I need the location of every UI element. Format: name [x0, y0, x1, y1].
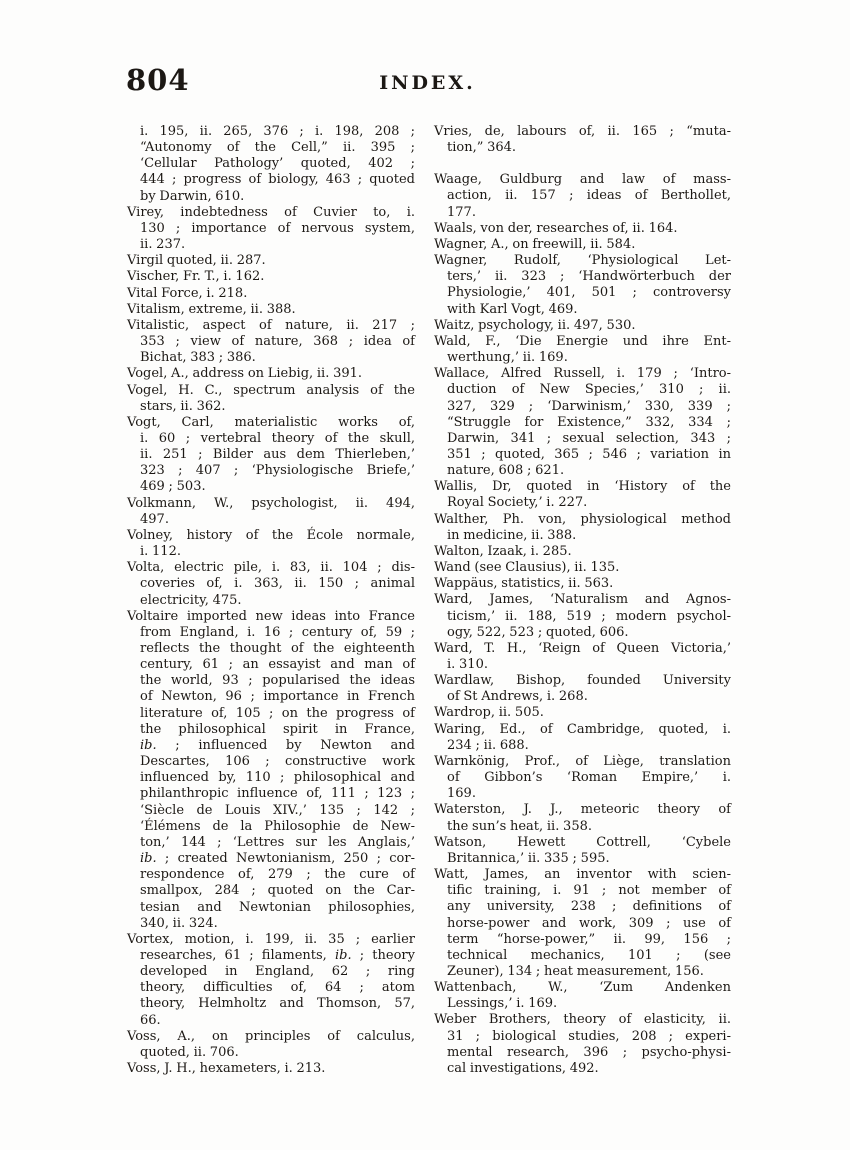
- index-line: tesian and Newtonian philosophies,: [140, 899, 415, 915]
- index-line: Ward, T. H., ‘Reign of Queen Victoria,’: [434, 640, 731, 656]
- index-line: Wattenbach, W., ‘Zum Andenken: [434, 980, 731, 996]
- index-line: stars, ii. 362.: [140, 398, 226, 414]
- index-line: 351 ; quoted, 365 ; 546 ; variation in: [447, 446, 731, 462]
- index-line: horse-power and work, 309 ; use of: [447, 915, 731, 931]
- index-line: tific training, i. 91 ; not member of: [447, 883, 731, 899]
- index-line: cal investigations, 492.: [447, 1060, 599, 1076]
- index-entry: [434, 124, 731, 156]
- index-entry: [434, 544, 731, 560]
- index-line: century, 61 ; an essayist and man of: [140, 657, 415, 673]
- index-line: Wallace, Alfred Russell, i. 179 ; ‘Intro-: [434, 366, 731, 382]
- index-line: theory, difficulties of, 64 ; atom: [140, 980, 415, 996]
- index-entry: [434, 512, 731, 544]
- index-entry: [434, 705, 731, 721]
- index-line: 444 ; progress of biology, 463 ; quoted: [140, 172, 415, 188]
- index-line: “Autonomy of the Cell,” ii. 395 ;: [140, 140, 415, 156]
- index-line: with Karl Vogt, 469.: [447, 301, 578, 317]
- index-line: Voss, A., on principles of calculus,: [127, 1028, 415, 1044]
- index-entry: [434, 592, 731, 640]
- index-entry: [127, 124, 415, 205]
- index-line: ib. ; created Newtonianism, 250 ; cor-: [140, 851, 415, 867]
- index-entry: [434, 1012, 731, 1077]
- index-line: any university, 238 ; definitions of: [447, 899, 731, 915]
- index-entry: [127, 318, 415, 366]
- index-line: in medicine, ii. 388.: [447, 527, 577, 543]
- index-line: Vortex, motion, i. 199, ii. 35 ; earlier: [127, 931, 415, 947]
- index-line: i. 112.: [140, 544, 181, 560]
- index-line: werthung,’ ii. 169.: [447, 350, 568, 366]
- index-entry: [434, 172, 731, 220]
- index-entry: [434, 835, 731, 867]
- index-line: 31 ; biological studies, 208 ; experi-: [447, 1028, 731, 1044]
- index-line: 130 ; importance of nervous system,: [140, 220, 415, 236]
- index-line: 469 ; 503.: [140, 479, 206, 495]
- index-entry: [434, 560, 731, 576]
- index-line: term “horse-power,” ii. 99, 156 ;: [447, 931, 731, 947]
- index-line: technical mechanics, 101 ; (see: [447, 947, 731, 963]
- index-line: 323 ; 407 ; ‘Physiologische Briefe,’: [140, 463, 415, 479]
- index-entry: [127, 383, 415, 415]
- index-entry: [434, 253, 731, 318]
- index-line: respondence of, 279 ; the cure of: [140, 867, 415, 883]
- index-entry: [434, 576, 731, 592]
- index-line: ii. 237.: [140, 237, 186, 253]
- index-line: 353 ; view of nature, 368 ; idea of: [140, 334, 415, 350]
- index-line: developed in England, 62 ; ring: [140, 964, 415, 980]
- index-line: Virey, indebtedness of Cuvier to, i.: [127, 204, 415, 220]
- index-entry: [434, 867, 731, 980]
- index-line: Voltaire imported new ideas into France: [127, 608, 415, 624]
- index-line: Waals, von der, researches of, ii. 164.: [434, 220, 678, 236]
- index-line: Walther, Ph. von, physiological method: [434, 511, 731, 527]
- index-line: 340, ii. 324.: [140, 915, 218, 931]
- index-line: Wardrop, ii. 505.: [434, 705, 544, 721]
- index-entry: [434, 722, 731, 754]
- index-line: Vries, de, labours of, ii. 165 ; “muta-: [434, 124, 731, 139]
- index-line: ton,’ 144 ; ‘Lettres sur les Anglais,’: [140, 834, 415, 850]
- index-line: i. 310.: [447, 657, 488, 672]
- index-line: ‘Élémens de la Philosophie de New-: [140, 818, 415, 834]
- index-line: researches, 61 ; filaments, ib. ; theory: [140, 947, 415, 963]
- index-line: i. 60 ; vertebral theory of the skull,: [140, 430, 415, 446]
- index-line: Vischer, Fr. T., i. 162.: [127, 269, 265, 285]
- index-entry: [434, 318, 731, 334]
- index-line: Waitz, psychology, ii. 497, 530.: [434, 317, 636, 333]
- index-line: ogy, 522, 523 ; quoted, 606.: [447, 624, 629, 640]
- index-line: Wappäus, statistics, ii. 563.: [434, 576, 614, 592]
- index-line: the world, 93 ; popularised the ideas: [140, 673, 415, 689]
- index-line: theory, Helmholtz and Thomson, 57,: [140, 996, 415, 1012]
- page-number: 804: [126, 63, 190, 97]
- index-line: tion,” 364.: [447, 140, 517, 156]
- index-line: Lessings,’ i. 169.: [447, 996, 558, 1012]
- index-line: Britannica,’ ii. 335 ; 595.: [447, 850, 610, 866]
- index-entry: [127, 286, 415, 302]
- index-entry: [434, 221, 731, 237]
- index-entry: [434, 673, 731, 705]
- index-line: Warnkönig, Prof., of Liège, translation: [434, 753, 731, 769]
- index-line: Volney, history of the École normale,: [127, 527, 415, 543]
- index-entry: [127, 205, 415, 253]
- index-line: nature, 608 ; 621.: [447, 463, 565, 479]
- index-line: Voss, J. H., hexameters, i. 213.: [127, 1061, 326, 1077]
- index-line: from England, i. 16 ; century of, 59 ;: [140, 624, 415, 640]
- index-entry: [434, 237, 731, 253]
- index-line: 497.: [140, 511, 169, 527]
- index-entry: [127, 302, 415, 318]
- index-entry: [127, 1061, 415, 1077]
- index-line: “Struggle for Existence,” 332, 334 ;: [447, 414, 731, 430]
- index-line: 234 ; ii. 688.: [447, 737, 529, 753]
- index-line: 327, 329 ; ‘Darwinism,’ 330, 339 ;: [447, 398, 731, 414]
- index-entry: [127, 496, 415, 528]
- index-line: Vogel, A., address on Liebig, ii. 391.: [127, 366, 363, 382]
- index-line: philanthropic influence of, 111 ; 123 ;: [140, 786, 415, 802]
- index-entry: [127, 366, 415, 382]
- index-entry: [434, 754, 731, 802]
- index-entry: [434, 641, 731, 673]
- page-title: INDEX.: [379, 72, 476, 94]
- index-entry: [434, 802, 731, 834]
- index-line: Volkmann, W., psychologist, ii. 494,: [127, 495, 415, 511]
- index-line: Bichat, 383 ; 386.: [140, 350, 256, 366]
- index-entry: [127, 253, 415, 269]
- column-left: [127, 124, 415, 1077]
- index-line: 66.: [140, 1012, 161, 1028]
- index-entry: [127, 932, 415, 1029]
- index-entry: [127, 269, 415, 285]
- index-entry: [127, 560, 415, 608]
- index-line: duction of New Species,’ 310 ; ii.: [447, 382, 731, 398]
- index-line: Waage, Guldburg and law of mass-: [434, 172, 731, 188]
- index-line: 177.: [447, 204, 476, 220]
- index-line: Virgil quoted, ii. 287.: [127, 253, 266, 269]
- index-line: Vogt, Carl, materialistic works of,: [127, 414, 415, 430]
- index-line: ib. ; influenced by Newton and: [140, 737, 415, 753]
- index-line: Wardlaw, Bishop, founded University: [434, 673, 731, 689]
- index-line: Physiologie,’ 401, 501 ; controversy: [447, 285, 731, 301]
- index-line: smallpox, 284 ; quoted on the Car-: [140, 883, 415, 899]
- index-line: Watt, James, an inventor with scien-: [434, 867, 731, 883]
- index-entry: [434, 980, 731, 1012]
- index-line: Ward, James, ‘Naturalism and Agnos-: [434, 592, 731, 608]
- index-line: Volta, electric pile, i. 83, ii. 104 ; dis-: [127, 560, 415, 576]
- index-line: electricity, 475.: [140, 592, 242, 608]
- index-columns: [127, 124, 731, 1077]
- index-entry: [127, 609, 415, 932]
- index-line: Weber Brothers, theory of elasticity, ii.: [434, 1012, 731, 1028]
- index-line: influenced by, 110 ; philosophical and: [140, 770, 415, 786]
- index-line: Vitalism, extreme, ii. 388.: [127, 301, 296, 317]
- index-entry: [127, 528, 415, 560]
- index-line: Wand (see Clausius), ii. 135.: [434, 560, 620, 576]
- index-entry: [127, 415, 415, 496]
- index-line: reflects the thought of the eighteenth: [140, 641, 415, 656]
- index-line: Vitalistic, aspect of nature, ii. 217 ;: [127, 317, 415, 333]
- index-line: Wagner, A., on freewill, ii. 584.: [434, 236, 636, 252]
- index-line: the philosophical spirit in France,: [140, 721, 415, 737]
- index-line: Waring, Ed., of Cambridge, quoted, i.: [434, 721, 731, 737]
- index-line: Descartes, 106 ; constructive work: [140, 754, 415, 770]
- index-line: action, ii. 157 ; ideas of Berthollet,: [447, 188, 731, 204]
- index-line: ters,’ ii. 323 ; ‘Handwörterbuch der: [447, 269, 731, 285]
- index-line: ii. 251 ; Bilder aus dem Thierleben,’: [140, 447, 415, 463]
- index-line: Waterston, J. J., meteoric theory of: [434, 802, 731, 818]
- index-line: the sun’s heat, ii. 358.: [447, 818, 593, 834]
- index-line: literature of, 105 ; on the progress of: [140, 705, 415, 721]
- index-line: Vital Force, i. 218.: [127, 285, 248, 301]
- index-line: Royal Society,’ i. 227.: [447, 495, 588, 511]
- index-line: ‘Cellular Pathology’ quoted, 402 ;: [140, 156, 415, 172]
- index-line: Vogel, H. C., spectrum analysis of the: [127, 382, 415, 398]
- index-line: by Darwin, 610.: [140, 188, 245, 204]
- index-line: of St Andrews, i. 268.: [447, 689, 588, 705]
- index-line: Watson, Hewett Cottrell, ‘Cybele: [434, 834, 731, 850]
- index-line: ticism,’ ii. 188, 519 ; modern psychol-: [447, 608, 731, 624]
- index-line: ‘Siècle de Louis XIV.,’ 135 ; 142 ;: [140, 802, 415, 818]
- index-line: Wagner, Rudolf, ‘Physiological Let-: [434, 253, 731, 269]
- index-line: mental research, 396 ; psycho-physi-: [447, 1044, 731, 1060]
- index-line: of Newton, 96 ; importance in French: [140, 689, 415, 705]
- index-line: Wald, F., ‘Die Energie und ihre Ent-: [434, 333, 731, 349]
- index-entry: [127, 1029, 415, 1061]
- column-right: [434, 124, 731, 1077]
- index-line: i. 195, ii. 265, 376 ; i. 198, 208 ;: [140, 124, 415, 139]
- index-line: quoted, ii. 706.: [140, 1044, 239, 1060]
- index-entry: [434, 334, 731, 366]
- index-line: Walton, Izaak, i. 285.: [434, 543, 572, 559]
- index-entry: [434, 479, 731, 511]
- index-line: Zeuner), 134 ; heat measurement, 156.: [447, 963, 704, 979]
- index-line: coveries of, i. 363, ii. 150 ; animal: [140, 576, 415, 592]
- index-line: Wallis, Dr, quoted in ‘History of the: [434, 479, 731, 495]
- index-line: of Gibbon’s ‘Roman Empire,’ i.: [447, 770, 731, 786]
- index-line: Darwin, 341 ; sexual selection, 343 ;: [447, 430, 731, 446]
- index-entry: [434, 366, 731, 479]
- index-line: 169.: [447, 786, 476, 802]
